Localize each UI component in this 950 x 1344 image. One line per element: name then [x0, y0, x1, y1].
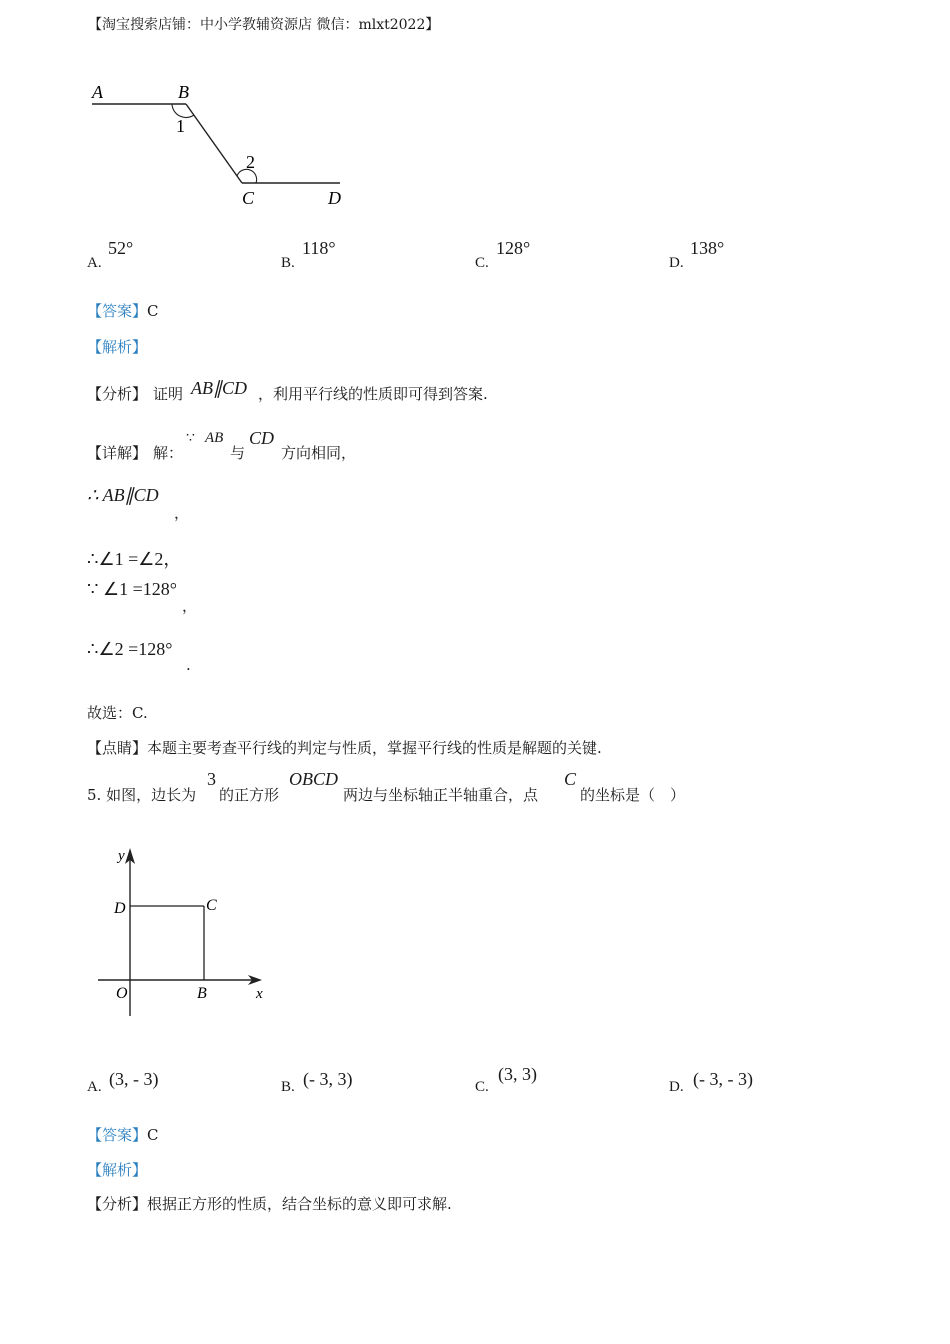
q5-analysis-tag: 【解析】 — [87, 1161, 148, 1179]
q5-fenxi: 【分析】根据正方形的性质，结合坐标的意义即可求解. — [87, 1195, 452, 1213]
label-d: D — [114, 900, 126, 917]
q5-stem-c: 两边与坐标轴正半轴重合，点 — [343, 786, 539, 804]
q4-dianjing: 【点睛】本题主要考查平行线的判定与性质，掌握平行线的性质是解题的关键. — [87, 739, 602, 757]
label-c: C — [206, 897, 217, 914]
label-b: B — [197, 985, 207, 1002]
q5-option-c-label: C. — [475, 1079, 489, 1095]
q4-answer: 【答案】C — [87, 302, 159, 320]
label-y: y — [118, 848, 125, 864]
q4-detail-tag: 【详解】 — [87, 444, 148, 462]
q4-step3: ∵ ∠1 =128° — [87, 579, 177, 599]
q4-step3-tail: ， — [182, 597, 198, 615]
q5-option-d-value: (- 3, - 3) — [693, 1069, 753, 1089]
page-header: 【淘宝搜索店铺：中小学教辅资源店 微信：mlxt2022】 — [88, 17, 440, 33]
label-c: C — [242, 188, 255, 208]
q4-fenxi-post: ，利用平行线的性质即可得到答案. — [258, 385, 488, 403]
q5-stem-point-c: C — [564, 769, 577, 789]
q4-option-a-label: A. — [87, 255, 102, 271]
label-o: O — [116, 985, 128, 1002]
line-bc — [186, 104, 242, 183]
q5-stem-d: 的坐标是（ ） — [580, 786, 686, 804]
q4-detail-pre: 解： — [153, 444, 184, 462]
q5-option-b-value: (- 3, 3) — [303, 1069, 353, 1089]
coordinate-figure — [90, 840, 280, 1025]
q4-detail-cd: CD — [249, 428, 275, 448]
q4-option-c-label: C. — [475, 255, 489, 271]
q5-stem-b: 的正方形 — [219, 786, 280, 804]
q4-option-c-value: 128° — [496, 238, 531, 258]
q5-option-a-label: A. — [87, 1079, 102, 1095]
q4-step4-tail: . — [186, 656, 191, 674]
q4-because: ∵ — [186, 430, 195, 446]
q4-option-d-label: D. — [669, 255, 684, 271]
q5-answer: 【答案】C — [87, 1126, 159, 1144]
q4-detail-yu: 与 — [230, 444, 246, 462]
q4-fenxi-pre: 证明 — [153, 385, 184, 403]
q4-option-b-value: 118° — [302, 238, 336, 258]
label-b: B — [178, 82, 189, 102]
label-d: D — [328, 188, 341, 208]
q4-step2: ∴∠1 =∠2， — [87, 549, 182, 569]
q4-analysis-tag: 【解析】 — [87, 338, 148, 356]
q5-option-a-value: (3, - 3) — [109, 1069, 159, 1089]
q4-fenxi-math: AB∥CD — [191, 378, 247, 398]
q4-detail-post: 方向相同， — [281, 444, 357, 462]
q4-fenxi-tag: 【分析】 — [87, 385, 148, 403]
q5-stem-a: 5. 如图，边长为 — [87, 786, 197, 804]
q5-option-b-label: B. — [281, 1079, 295, 1095]
q4-option-a-value: 52° — [108, 238, 134, 258]
q4-option-d-value: 138° — [690, 238, 725, 258]
q5-option-c-value: (3, 3) — [498, 1064, 537, 1084]
q5-stem-obcd: OBCD — [289, 769, 338, 789]
q4-step1-tail: ， — [174, 504, 190, 522]
q4-step4: ∴∠2 =128° — [87, 639, 173, 659]
q4-choose: 故选：C. — [87, 704, 148, 722]
q4-detail-ab: AB — [205, 430, 224, 446]
label-angle1: 1 — [176, 116, 185, 136]
q5-stem-3: 3 — [207, 769, 216, 789]
q5-option-d-label: D. — [669, 1079, 684, 1095]
label-a: A — [92, 82, 103, 102]
label-x: x — [256, 986, 263, 1002]
q4-step1: ∴ AB∥CD — [87, 485, 159, 505]
label-angle2: 2 — [246, 152, 255, 172]
angle-figure — [80, 78, 360, 213]
q4-option-b-label: B. — [281, 255, 295, 271]
